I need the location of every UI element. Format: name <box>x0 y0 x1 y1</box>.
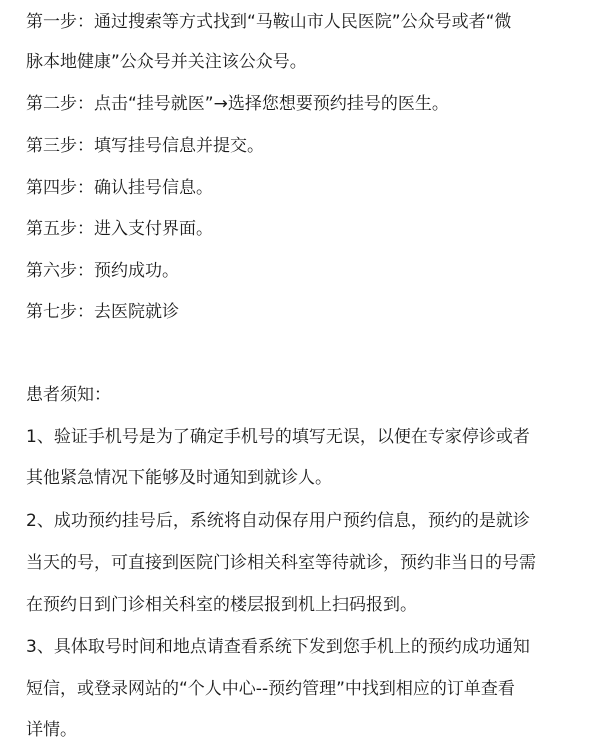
notice-item-2-line-1: 2、成功预约挂号后，系统将自动保存用户预约信息，预约的是就诊 <box>26 511 530 531</box>
step-2: 第二步：点击“挂号就医”→选择您想要预约挂号的医生。 <box>26 94 449 114</box>
notice-item-2-line-3: 在预约日到门诊相关科室的楼层报到机上扫码报到。 <box>26 595 417 615</box>
notice-item-3-line-3: 详情。 <box>26 720 77 740</box>
step-4: 第四步：确认挂号信息。 <box>26 178 213 198</box>
notice-item-1-line-1: 1、验证手机号是为了确定手机号的填写无误，以便在专家停诊或者 <box>26 427 530 447</box>
step-1-line-1: 第一步：通过搜索等方式找到“马鞍山市人民医院”公众号或者“微 <box>26 12 512 32</box>
notice-item-3-line-1: 3、具体取号时间和地点请查看系统下发到您手机上的预约成功通知 <box>26 637 530 657</box>
step-7: 第七步：去医院就诊 <box>26 302 179 322</box>
notice-title: 患者须知： <box>26 385 111 405</box>
step-1-line-2: 脉本地健康”公众号并关注该公众号。 <box>26 52 307 72</box>
notice-item-3-line-2: 短信，或登录网站的“个人中心--预约管理”中找到相应的订单查看 <box>26 679 515 699</box>
notice-item-1-line-2: 其他紧急情况下能够及时通知到就诊人。 <box>26 468 332 488</box>
step-3: 第三步：填写挂号信息并提交。 <box>26 136 264 156</box>
step-5: 第五步：进入支付界面。 <box>26 219 213 239</box>
notice-item-2-line-2: 当天的号，可直接到医院门诊相关科室等待就诊，预约非当日的号需 <box>26 553 536 573</box>
step-6: 第六步：预约成功。 <box>26 261 179 281</box>
